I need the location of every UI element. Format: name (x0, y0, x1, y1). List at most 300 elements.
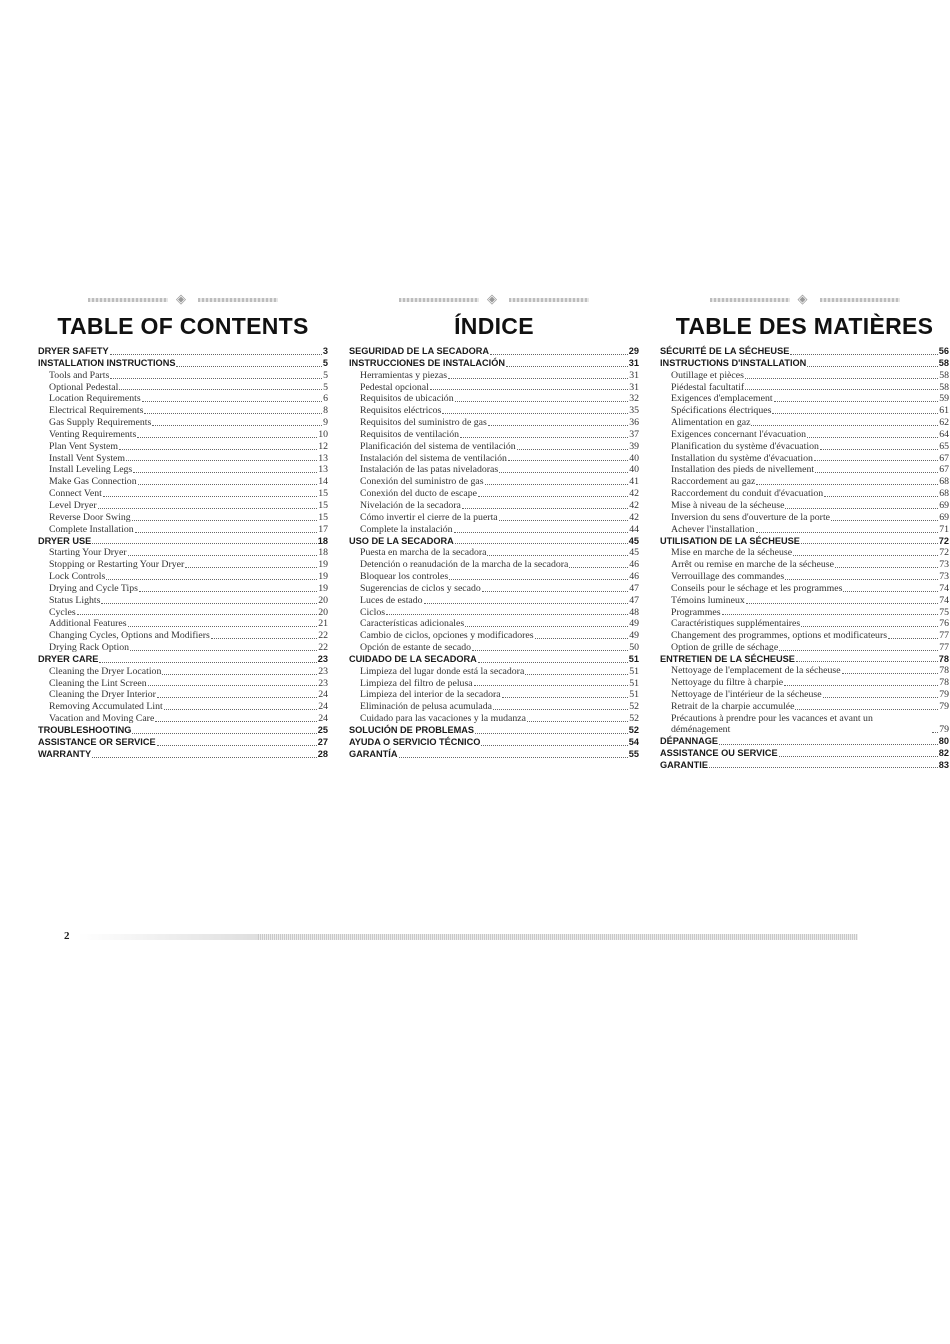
entry-title: Exigences d'emplacement (671, 393, 773, 405)
toc-subsection-entry (349, 678, 639, 690)
toc-subsection-entry (349, 571, 639, 583)
dot-leader (455, 401, 629, 402)
entry-title: Conexión del suministro de gas (360, 476, 484, 488)
toc-subsection-entry (38, 464, 328, 476)
toc-subsection-entry (349, 595, 639, 607)
dot-leader (442, 413, 628, 414)
toc-subsection-entry (660, 512, 949, 524)
entry-title: Caractéristiques supplémentaires (671, 618, 801, 630)
entry-title: Instalación del sistema de ventilación (360, 452, 507, 464)
toc-subsection-entry (349, 476, 639, 488)
dot-leader (774, 401, 939, 402)
entry-title: DRYER SAFETY (38, 346, 109, 356)
toc-subsection-entry (349, 524, 639, 536)
entry-page-number: 42 (629, 511, 639, 523)
toc-subsection-entry (38, 500, 328, 512)
entry-title: Puesta en marcha de la secadora (360, 547, 487, 559)
toc-subsection-entry (38, 630, 328, 642)
entry-title: USO DE LA SECADORA (349, 535, 454, 546)
entry-title: Cambio de ciclos, opciones y modificadores (360, 630, 534, 642)
entry-page-number: 54 (628, 736, 639, 747)
toc-subsection-entry (660, 559, 949, 571)
toc-section-entry (349, 737, 639, 749)
toc-subsection-entry (660, 665, 949, 677)
entry-title: Complete Installation (49, 523, 134, 535)
toc-subsection-entry (349, 441, 639, 453)
entry-page-number: 47 (629, 594, 639, 606)
toc-subsection-entry (38, 370, 328, 382)
entry-page-number: 3 (322, 346, 328, 356)
entry-page-number: 62 (939, 417, 949, 429)
entry-title: Electrical Requirements (49, 405, 144, 417)
dot-leader (485, 484, 629, 485)
toc-subsection-entry (660, 441, 949, 453)
dot-leader (472, 650, 628, 651)
dot-leader (98, 508, 318, 509)
toc-list (349, 346, 639, 761)
toc-subsection-entry (349, 642, 639, 654)
toc-subsection-entry (660, 488, 949, 500)
entry-title: Requisitos del suministro de gas (360, 417, 487, 429)
dot-leader (128, 555, 318, 556)
dot-leader (449, 579, 628, 580)
toc-subsection-entry (660, 417, 949, 429)
entry-title: Herramientas y piezas (360, 369, 448, 381)
toc-section-entry (38, 737, 328, 749)
toc-subsection-entry (38, 583, 328, 595)
dot-leader (493, 709, 628, 710)
dot-leader (814, 460, 938, 461)
entry-page-number: 46 (629, 571, 639, 583)
entry-page-number: 39 (629, 440, 639, 452)
entry-title: Cómo invertir el cierre de la puerta (360, 511, 498, 523)
entry-title: Connect Vent (49, 488, 102, 500)
toc-subsection-entry (38, 512, 328, 524)
entry-page-number: 73 (939, 571, 949, 583)
entry-page-number: 59 (939, 393, 949, 405)
toc-section-entry (38, 654, 328, 666)
entry-page-number: 23 (318, 677, 328, 689)
entry-page-number: 75 (939, 606, 949, 618)
toc-section-entry (660, 736, 949, 748)
dot-leader (155, 721, 317, 722)
dot-leader (807, 437, 938, 438)
dot-leader (745, 389, 938, 390)
entry-title: Requisitos de ubicación (360, 393, 454, 405)
entry-page-number: 15 (318, 488, 328, 500)
entry-page-number: 23 (318, 665, 328, 677)
toc-subsection-entry (38, 666, 328, 678)
toc-section-entry (38, 358, 328, 370)
entry-page-number: 82 (938, 747, 949, 758)
entry-title: Cleaning the Lint Screen (49, 677, 147, 689)
dot-leader (148, 685, 318, 686)
dot-leader (815, 472, 938, 473)
dot-leader (138, 484, 318, 485)
entry-title: Installation du système d'évacuation (671, 452, 813, 464)
dot-leader (807, 366, 937, 367)
toc-subsection-entry (660, 713, 949, 736)
dot-leader (756, 484, 938, 485)
dot-leader (888, 638, 938, 639)
entry-page-number: 78 (939, 677, 949, 689)
entry-page-number: 28 (317, 748, 328, 759)
dot-leader (756, 532, 939, 533)
entry-title: INSTRUCTIONS D'INSTALLATION (660, 357, 807, 368)
toc-subsection-entry (349, 382, 639, 394)
diamond-ornament-icon: ◈ (176, 292, 186, 307)
entry-page-number: 56 (938, 346, 949, 356)
dot-leader (719, 744, 938, 745)
entry-page-number: 41 (629, 476, 639, 488)
dot-leader (835, 567, 938, 568)
entry-page-number: 31 (629, 381, 639, 393)
toc-subsection-entry (38, 382, 328, 394)
entry-title: Removing Accumulated Lint (49, 701, 163, 713)
entry-page-number: 42 (629, 488, 639, 500)
entry-title: Limpieza del filtro de pelusa (360, 677, 473, 689)
toc-subsection-entry (660, 630, 949, 642)
toc-subsection-entry (38, 524, 328, 536)
dot-leader (779, 650, 938, 651)
entry-title: UTILISATION DE LA SÉCHEUSE (660, 535, 800, 546)
entry-page-number: 79 (939, 700, 949, 712)
entry-title: Starting Your Dryer (49, 547, 127, 559)
entry-page-number: 18 (318, 547, 328, 559)
entry-page-number: 68 (939, 488, 949, 500)
entry-page-number: 51 (629, 689, 639, 701)
entry-page-number: 49 (629, 630, 639, 642)
dot-leader (482, 591, 628, 592)
dot-leader (460, 437, 628, 438)
entry-page-number: 31 (629, 369, 639, 381)
diamond-ornament-icon: ◈ (487, 292, 497, 307)
entry-page-number: 32 (629, 393, 639, 405)
toc-subsection-entry (349, 512, 639, 524)
entry-page-number: 51 (629, 665, 639, 677)
toc-subsection-entry (349, 500, 639, 512)
dot-leader (462, 508, 628, 509)
dot-leader (508, 460, 628, 461)
toc-subsection-entry (660, 476, 949, 488)
ornament-divider (710, 293, 900, 307)
dot-leader (709, 767, 938, 768)
toc-subsection-entry (349, 689, 639, 701)
toc-subsection-entry (349, 488, 639, 500)
entry-page-number: 42 (629, 499, 639, 511)
entry-page-number: 22 (318, 630, 328, 642)
entry-page-number: 20 (318, 606, 328, 618)
entry-page-number: 10 (318, 428, 328, 440)
toc-list (660, 346, 949, 771)
entry-page-number: 67 (939, 452, 949, 464)
dot-leader (932, 732, 938, 733)
toc-subsection-entry (38, 405, 328, 417)
entry-page-number: 58 (938, 357, 949, 368)
dot-leader (142, 401, 322, 402)
toc-subsection-entry (38, 417, 328, 429)
entry-title: Pedestal opcional (360, 381, 429, 393)
entry-page-number: 31 (628, 357, 639, 368)
entry-page-number: 18 (317, 535, 328, 546)
toc-subsection-entry (349, 417, 639, 429)
toc-subsection-entry (38, 701, 328, 713)
dot-leader (137, 437, 317, 438)
dot-leader (527, 721, 628, 722)
entry-title: Install Leveling Legs (49, 464, 133, 476)
dot-leader (157, 697, 317, 698)
entry-page-number: 24 (318, 713, 328, 725)
entry-page-number: 29 (628, 346, 639, 356)
entry-title: Nettoyage de l'intérieur de la sécheuse (671, 689, 822, 701)
entry-title: Stopping or Restarting Your Dryer (49, 559, 185, 571)
toc-subsection-entry (660, 689, 949, 701)
dot-leader (110, 378, 322, 379)
entry-title: Précautions à prendre pour les vacances et avant un déménagement (671, 712, 873, 736)
entry-title: Changing Cycles, Options and Modifiers (49, 630, 210, 642)
dot-leader (132, 733, 316, 734)
toc-title: TABLE OF CONTENTS (57, 313, 309, 339)
entry-title: Raccordement du conduit d'évacuation (671, 488, 824, 500)
toc-subsection-entry (38, 476, 328, 488)
dot-leader (801, 543, 938, 544)
toc-subsection-entry (660, 618, 949, 630)
toc-section-entry (349, 654, 639, 666)
entry-title: Cycles (49, 606, 76, 618)
entry-title: Requisitos de ventilación (360, 428, 460, 440)
ornament-divider (399, 293, 589, 307)
entry-title: Conseils pour le séchage et les programmes (671, 582, 843, 594)
entry-title: Nettoyage de l'emplacement de la sécheuse (671, 665, 841, 677)
toc-subsection-entry (660, 370, 949, 382)
dot-leader (746, 603, 938, 604)
entry-title: Cleaning the Dryer Location (49, 665, 162, 677)
dot-leader (772, 413, 938, 414)
dot-leader (139, 591, 317, 592)
entry-page-number: 5 (323, 381, 328, 393)
entry-page-number: 79 (939, 724, 949, 736)
toc-subsection-entry (660, 571, 949, 583)
dot-leader (211, 638, 317, 639)
entry-page-number: 80 (938, 735, 949, 746)
entry-page-number: 22 (318, 642, 328, 654)
dot-leader (176, 366, 321, 367)
entry-page-number: 35 (629, 405, 639, 417)
entry-title: Install Vent System (49, 452, 126, 464)
diamond-ornament-icon: ◈ (797, 292, 808, 307)
dot-leader (801, 626, 938, 627)
entry-page-number: 69 (939, 511, 949, 523)
toc-section-entry (38, 749, 328, 761)
entry-title: Instalación de las patas niveladoras (360, 464, 499, 476)
toc-section-entry (660, 654, 949, 666)
toc-subsection-entry (660, 500, 949, 512)
entry-page-number: 52 (629, 701, 639, 713)
entry-title: Spécifications électriques (671, 405, 772, 417)
entry-page-number: 71 (939, 523, 949, 535)
entry-page-number: 20 (318, 594, 328, 606)
entry-title: Limpieza del interior de la secadora (360, 689, 501, 701)
toc-subsection-entry (349, 429, 639, 441)
toc-subsection-entry (349, 583, 639, 595)
entry-page-number: 13 (318, 464, 328, 476)
entry-page-number: 24 (318, 689, 328, 701)
entry-title: SEGURIDAD DE LA SECADORA (349, 346, 490, 356)
dot-leader (795, 709, 938, 710)
dot-leader (823, 697, 939, 698)
toc-subsection-entry (349, 393, 639, 405)
entry-page-number: 78 (939, 665, 949, 677)
toc-subsection-entry (349, 547, 639, 559)
toc-subsection-entry (660, 547, 949, 559)
toc-subsection-entry (38, 618, 328, 630)
entry-page-number: 44 (629, 523, 639, 535)
entry-title: Mise à niveau de la sécheuse (671, 499, 785, 511)
entry-page-number: 58 (939, 381, 949, 393)
dot-leader (525, 674, 628, 675)
entry-page-number: 13 (318, 452, 328, 464)
toc-section-entry (349, 749, 639, 761)
entry-page-number: 64 (939, 428, 949, 440)
entry-page-number: 19 (318, 582, 328, 594)
dot-leader (569, 567, 628, 568)
toc-subsection-entry (660, 583, 949, 595)
toc-column-spanish (349, 293, 639, 761)
dot-leader (119, 449, 317, 450)
dot-leader (842, 673, 939, 674)
toc-column-french (660, 293, 949, 771)
dot-leader (481, 745, 627, 746)
entry-title: Gas Supply Requirements (49, 417, 152, 429)
dot-leader (132, 520, 318, 521)
entry-title: Tools and Parts (49, 369, 110, 381)
entry-title: Detención o reanudación de la marcha de la secadora (360, 559, 569, 571)
dot-leader (474, 685, 629, 686)
dot-leader (455, 543, 628, 544)
entry-title: CUIDADO DE LA SECADORA (349, 653, 477, 664)
toc-section-entry (38, 536, 328, 548)
entry-title: Achever l'installation (671, 523, 755, 535)
entry-title: Luces de estado (360, 594, 423, 606)
entry-page-number: 52 (629, 713, 639, 725)
entry-title: Installation des pieds de nivellement (671, 464, 815, 476)
entry-page-number: 5 (323, 369, 328, 381)
entry-page-number: 55 (628, 748, 639, 759)
entry-title: Nivelación de la secadora (360, 499, 461, 511)
entry-page-number: 65 (939, 440, 949, 452)
toc-section-entry (660, 536, 949, 548)
toc-subsection-entry (349, 666, 639, 678)
entry-title: Level Dryer (49, 499, 97, 511)
toc-subsection-entry (38, 488, 328, 500)
entry-page-number: 14 (318, 476, 328, 488)
entry-page-number: 45 (629, 547, 639, 559)
dot-leader (386, 614, 628, 615)
entry-page-number: 8 (323, 405, 328, 417)
dot-leader (824, 496, 938, 497)
entry-page-number: 76 (939, 618, 949, 630)
entry-page-number: 37 (629, 428, 639, 440)
entry-page-number: 40 (629, 452, 639, 464)
toc-subsection-entry (349, 701, 639, 713)
entry-page-number: 45 (628, 535, 639, 546)
entry-title: Nettoyage du filtre à charpie (671, 677, 784, 689)
toc-subsection-entry (38, 678, 328, 690)
entry-title: SÉCURITÉ DE LA SÉCHEUSE (660, 346, 790, 356)
toc-subsection-entry (660, 405, 949, 417)
dot-leader (101, 603, 317, 604)
dot-leader (793, 555, 938, 556)
toc-subsection-entry (349, 559, 639, 571)
entry-title: Planificación del sistema de ventilación (360, 440, 516, 452)
toc-subsection-entry (349, 607, 639, 619)
toc-section-entry (349, 536, 639, 548)
dot-leader (751, 425, 938, 426)
dot-leader (490, 354, 628, 355)
entry-page-number: 9 (323, 417, 328, 429)
toc-section-entry (349, 358, 639, 370)
entry-title: Make Gas Connection (49, 476, 137, 488)
toc-section-entry (660, 748, 949, 760)
entry-title: DRYER USE (38, 535, 92, 546)
dot-leader (430, 389, 628, 390)
entry-page-number: 73 (939, 559, 949, 571)
entry-title: Drying Rack Option (49, 642, 129, 654)
entry-title: Changement des programmes, options et modificateurs (671, 630, 888, 642)
dot-leader (506, 366, 628, 367)
entry-title: Raccordement au gaz (671, 476, 756, 488)
toc-subsection-entry (349, 464, 639, 476)
entry-title: Requisitos eléctricos (360, 405, 442, 417)
entry-title: Opción de estante de secado (360, 642, 471, 654)
dot-leader (77, 614, 318, 615)
entry-page-number: 83 (938, 759, 949, 770)
toc-section-entry (660, 760, 949, 772)
dot-leader (475, 733, 628, 734)
entry-title: Alimentation en gaz (671, 417, 751, 429)
dot-leader (785, 579, 938, 580)
entry-page-number: 68 (939, 476, 949, 488)
entry-title: Cuidado para las vacaciones y la mudanza (360, 713, 526, 725)
entry-title: DÉPANNAGE (660, 735, 719, 746)
toc-subsection-entry (660, 464, 949, 476)
dot-leader (722, 614, 939, 615)
dot-leader (448, 378, 628, 379)
page-number: 2 (64, 930, 70, 942)
entry-title: Status Lights (49, 594, 101, 606)
dot-leader (103, 496, 317, 497)
entry-title: Reverse Door Swing (49, 511, 131, 523)
entry-title: DRYER CARE (38, 653, 99, 664)
toc-subsection-entry (660, 677, 949, 689)
entry-page-number: 52 (628, 725, 639, 735)
entry-title: Complete la instalación (360, 523, 453, 535)
toc-subsection-entry (349, 405, 639, 417)
entry-page-number: 27 (317, 736, 328, 747)
dot-leader (110, 354, 322, 355)
dot-leader (517, 449, 629, 450)
toc-section-entry (660, 358, 949, 370)
entry-page-number: 51 (628, 653, 639, 664)
entry-page-number: 17 (318, 523, 328, 535)
entry-page-number: 77 (939, 630, 949, 642)
entry-title: WARRANTY (38, 748, 92, 759)
dot-leader (784, 685, 938, 686)
entry-page-number: 19 (318, 559, 328, 571)
entry-title: Verrouillage des commandes (671, 571, 785, 583)
entry-title: Ciclos (360, 606, 386, 618)
entry-title: Plan Vent System (49, 440, 118, 452)
